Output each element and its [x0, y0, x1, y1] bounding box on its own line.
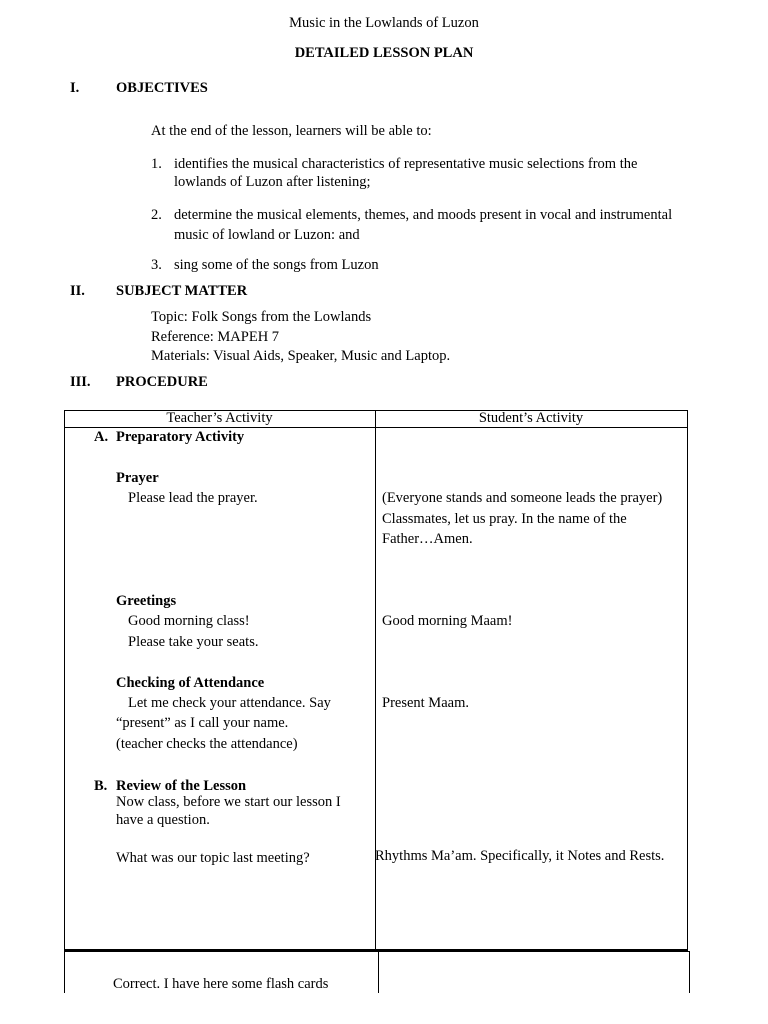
activity-heading-attendance: Checking of Attendance	[116, 675, 265, 691]
objectives-intro: At the end of the lesson, learners will be able to:	[151, 123, 432, 139]
objective-number: 1.	[151, 156, 162, 172]
teacher-line: What was our topic last meeting?	[116, 850, 310, 866]
document-title: DETAILED LESSON PLAN	[294, 45, 474, 61]
section-number-objectives: I.	[70, 80, 80, 96]
table-column-divider	[378, 951, 379, 993]
column-header-student: Student’s Activity	[478, 410, 584, 426]
section-heading-subject-matter: SUBJECT MATTER	[116, 283, 248, 299]
student-line: Rhythms Ma’am. Specifically, it Notes and Rests.	[375, 848, 665, 864]
subsection-heading-review: Review of the Lesson	[116, 778, 247, 794]
teacher-line: Now class, before we start our lesson I	[116, 794, 341, 810]
teacher-line: (teacher checks the attendance)	[116, 736, 298, 752]
subject-materials: Materials: Visual Aids, Speaker, Music and Laptop.	[151, 348, 451, 364]
section-heading-procedure: PROCEDURE	[116, 374, 208, 390]
teacher-line: Good morning class!	[128, 613, 250, 629]
document-header: Music in the Lowlands of Luzon	[289, 15, 479, 31]
subject-reference: Reference: MAPEH 7	[151, 329, 280, 345]
objective-text-line: lowlands of Luzon after listening;	[174, 174, 371, 190]
section-number-procedure: III.	[70, 374, 91, 390]
teacher-line: have a question.	[116, 812, 210, 828]
subsection-letter: B.	[94, 778, 108, 794]
subject-topic: Topic: Folk Songs from the Lowlands	[151, 309, 372, 325]
objective-text-line: determine the musical elements, themes, and moods present in vocal and instrumental	[174, 207, 673, 223]
objective-text-line: music of lowland or Luzon: and	[174, 227, 360, 243]
objective-number: 3.	[151, 257, 162, 273]
table-border-right	[687, 410, 688, 950]
student-line: Present Maam.	[382, 695, 469, 711]
table-border-left	[64, 951, 65, 993]
teacher-line: “present” as I call your name.	[116, 715, 289, 731]
table-border-right	[689, 951, 690, 993]
objective-text-line: identifies the musical characteristics of representative music selections from the	[174, 156, 638, 172]
teacher-line: Please take your seats.	[128, 634, 259, 650]
table-column-divider	[375, 410, 376, 950]
teacher-line: Correct. I have here some flash cards	[113, 976, 329, 992]
objective-text-line: sing some of the songs from Luzon	[174, 257, 379, 273]
student-line: (Everyone stands and someone leads the prayer)	[382, 490, 663, 506]
column-header-teacher: Teacher’s Activity	[166, 410, 273, 426]
section-heading-objectives: OBJECTIVES	[116, 80, 208, 96]
student-line: Classmates, let us pray. In the name of the	[382, 511, 627, 527]
activity-heading-prayer: Prayer	[116, 470, 159, 486]
section-number-subject-matter: II.	[70, 283, 85, 299]
table-border-left	[64, 410, 65, 950]
activity-heading-greetings: Greetings	[116, 593, 177, 609]
subsection-heading-preparatory: Preparatory Activity	[116, 429, 245, 445]
table-border-top	[64, 951, 690, 952]
subsection-letter: A.	[94, 429, 109, 445]
teacher-line: Let me check your attendance. Say	[128, 695, 331, 711]
student-line: Good morning Maam!	[382, 613, 513, 629]
student-line: Father…Amen.	[382, 531, 473, 547]
objective-number: 2.	[151, 207, 162, 223]
teacher-line: Please lead the prayer.	[128, 490, 258, 506]
